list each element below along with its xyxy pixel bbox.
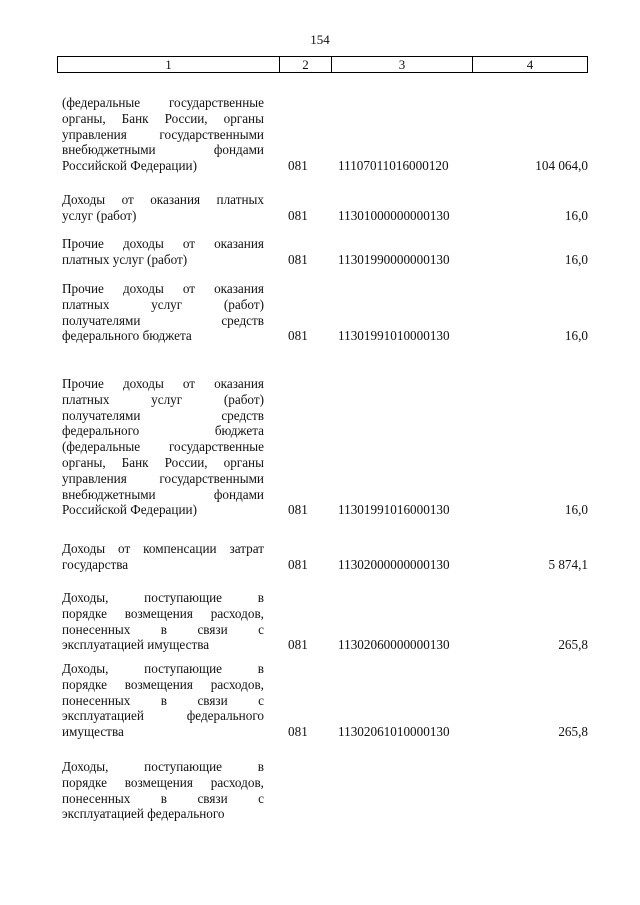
amount-value: 265,8 (558, 637, 588, 653)
description-line: эксплуатацией федерального (62, 708, 264, 724)
description-line: эксплуатацией имущества (62, 637, 210, 653)
description-line: Доходы от компенсации затрат (62, 541, 264, 556)
amount-value: 104 064,0 (535, 158, 588, 174)
page-number: 154 (310, 32, 330, 47)
amount-value: 16,0 (564, 207, 588, 223)
description-line: получателями средств (62, 407, 264, 423)
description-line: Прочие доходы от оказания (62, 376, 264, 391)
description-line: управления государственными (62, 126, 264, 142)
admin-code: 081 (288, 207, 308, 223)
admin-code: 081 (288, 637, 308, 653)
description-line: Прочие доходы от оказания (62, 236, 264, 251)
description-line: услуг (работ) (62, 207, 137, 223)
admin-code: 081 (288, 158, 308, 174)
description-line: Доходы, поступающие в (62, 661, 264, 676)
description-line: органы, Банк России, органы (62, 110, 264, 126)
description-line: платных услуг (работ) (62, 251, 188, 267)
description-line: внебюджетными фондами (62, 486, 264, 502)
description-line: платных услуг (работ) (62, 391, 264, 407)
row-description (62, 376, 264, 518)
budget-code: 11302000000000130 (338, 556, 450, 572)
description-line: понесенных в связи с (62, 621, 264, 637)
description-line: федерального бюджета (62, 328, 192, 344)
amount-value: 5 874,1 (548, 556, 588, 572)
amount-value: 16,0 (564, 251, 588, 267)
admin-code: 081 (288, 724, 308, 740)
description-line: государства (62, 556, 129, 572)
description-line: порядке возмещения расходов, (62, 774, 264, 790)
description-line: эксплуатацией федерального (62, 806, 225, 822)
row-description (62, 759, 264, 822)
description-line: управления государственными (62, 470, 264, 486)
admin-code: 081 (288, 556, 308, 572)
admin-code: 081 (288, 251, 308, 267)
description-line: (федеральные государственные (62, 439, 264, 455)
description-line: Российской Федерации) (62, 158, 197, 174)
description-line: Российской Федерации) (62, 502, 197, 518)
row-description (62, 661, 264, 740)
row-description (62, 192, 264, 224)
description-line: органы, Банк России, органы (62, 454, 264, 470)
description-line: имущества (62, 724, 124, 740)
admin-code: 081 (288, 328, 308, 344)
budget-code: 11302060000000130 (338, 637, 450, 653)
row-description (62, 541, 264, 573)
header-col-4: 4 (526, 57, 534, 72)
description-line: (федеральные государственные (62, 95, 264, 110)
budget-code: 11301991016000130 (338, 502, 450, 518)
description-line: платных услуг (работ) (62, 296, 264, 312)
budget-code: 11301990000000130 (338, 251, 450, 267)
description-line: Прочие доходы от оказания (62, 281, 264, 296)
description-line: Доходы от оказания платных (62, 192, 264, 207)
description-line: порядке возмещения расходов, (62, 605, 264, 621)
description-line: понесенных в связи с (62, 790, 264, 806)
budget-code: 11301991010000130 (338, 328, 450, 344)
description-line: внебюджетными фондами (62, 142, 264, 158)
amount-value: 265,8 (558, 724, 588, 740)
row-description (62, 236, 264, 268)
header-col-3: 3 (332, 57, 473, 72)
row-description (62, 590, 264, 653)
row-description (62, 281, 264, 344)
amount-value: 16,0 (564, 502, 588, 518)
description-line: Доходы, поступающие в (62, 759, 264, 774)
budget-code: 11107011016000120 (338, 158, 449, 174)
admin-code: 081 (288, 502, 308, 518)
description-line: получателями средств (62, 312, 264, 328)
budget-code: 11301000000000130 (338, 207, 450, 223)
budget-code: 11302061010000130 (338, 724, 450, 740)
description-line: порядке возмещения расходов, (62, 676, 264, 692)
row-description (62, 95, 264, 174)
amount-value: 16,0 (564, 328, 588, 344)
header-col-2: 2 (280, 57, 332, 72)
description-line: федерального бюджета (62, 423, 264, 439)
header-col-1: 1 (58, 57, 280, 72)
description-line: Доходы, поступающие в (62, 590, 264, 605)
description-line: понесенных в связи с (62, 692, 264, 708)
table-header (57, 56, 588, 73)
